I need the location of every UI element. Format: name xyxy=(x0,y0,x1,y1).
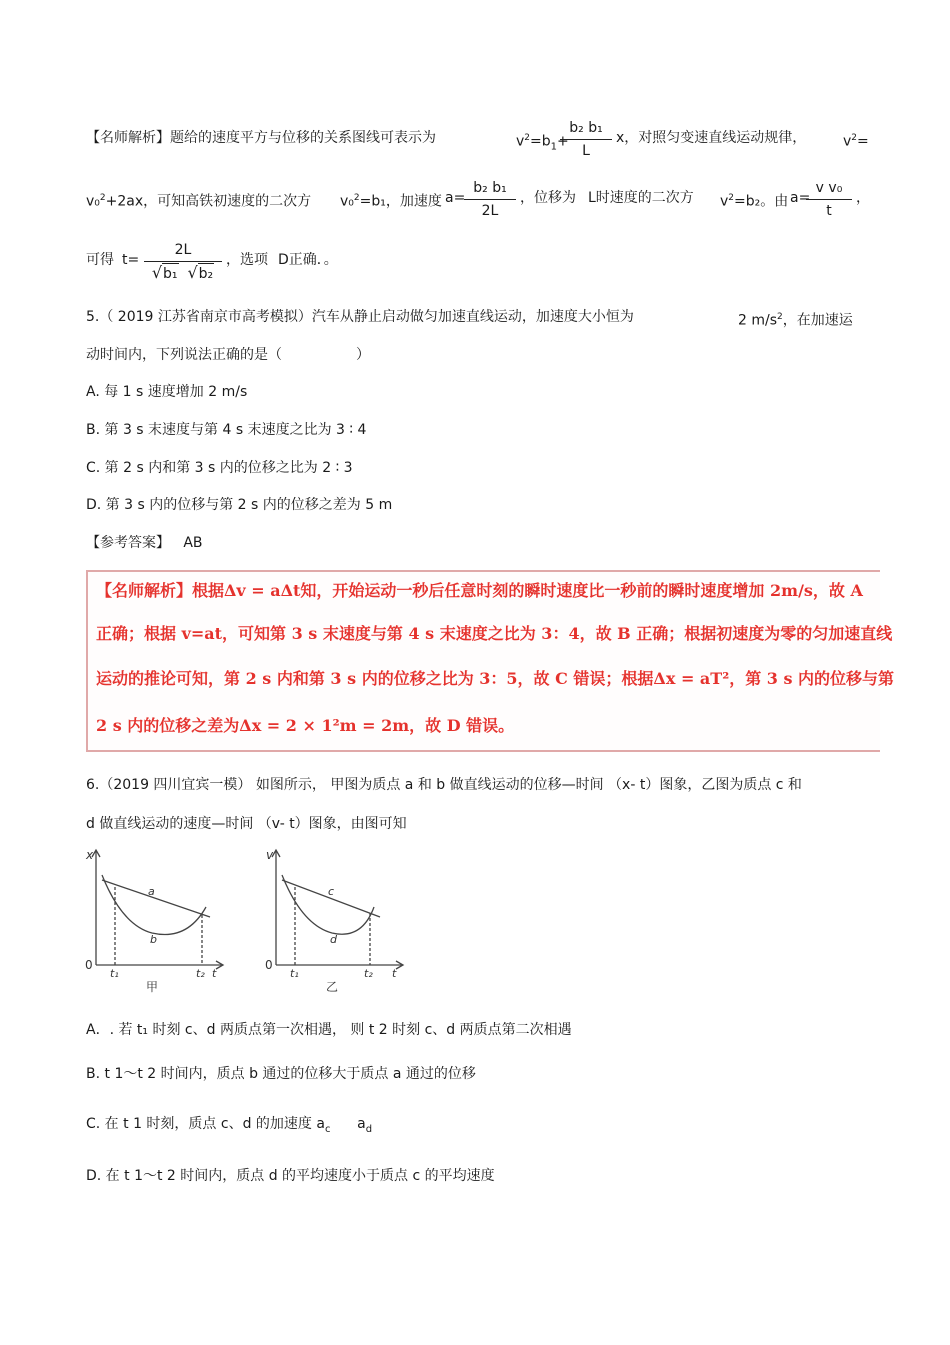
q5-answer: 【参考答案】 AB xyxy=(86,535,203,551)
fraction-v-v0-over-t: v v₀ t xyxy=(806,178,852,221)
fig2-origin-label: 0 xyxy=(265,958,273,972)
fig1-t2-label: t₂ xyxy=(196,967,205,980)
q5-option-a: A. 每 1 s 速度增加 2 m/s xyxy=(86,384,248,400)
q5-option-c: C. 第 2 s 内和第 3 s 内的位移之比为 2 ∶ 3 xyxy=(86,460,353,476)
analysis-line-1-after: x，对照匀变速直线运动规律， xyxy=(616,130,807,146)
fraction-b2-b1-over-L: b₂ b₁ L xyxy=(560,118,612,161)
q5-analysis-line-1: 【名师解析】根据Δv = aΔt知，开始运动一秒后任意时刻的瞬时速度比一秒前的瞬时速度增加 2m/s，故 A xyxy=(96,581,863,600)
q5-stem-line-2-end: ） xyxy=(356,347,370,363)
q6-stem-line-1: 6.（2019 四川宜宾一模） 如图所示， 甲图为质点 a 和 b 做直线运动的位移—时间 （x- t）图象，乙图为质点 c 和 xyxy=(86,777,802,793)
q6-option-b: B. t 1～t 2 时间内，质点 b 通过的位移大于质点 a 通过的位移 xyxy=(86,1066,476,1082)
analysis-line-1-end: $v^2=$ xyxy=(843,133,869,150)
fig2-curve-d-label: d xyxy=(330,933,337,946)
q5-stem-line-2: 动时间内，下列说法正确的是（ xyxy=(86,347,282,363)
fig2-y-label: v xyxy=(266,848,274,862)
fig2-line-c-label: c xyxy=(328,885,335,898)
analysis-text: 【名师解析】题给的速度平方与位移的关系图线可表示为 xyxy=(86,130,436,146)
analysis-line-2-d: a= xyxy=(445,190,466,206)
q5-option-b: B. 第 3 s 末速度与第 4 s 末速度之比为 3 ∶ 4 xyxy=(86,422,367,438)
analysis-line-2-j: ， xyxy=(856,190,870,206)
fig2-t2-label: t₂ xyxy=(364,967,373,980)
fig2-t-axis-label: t xyxy=(392,967,397,980)
q5-stem-line-1: 5.（ 2019 江苏省南京市高考模拟）汽车从静止启动做匀加速直线运动，加速度大小恒为 xyxy=(86,309,634,325)
q6-option-a: A．. 若 t₁ 时刻 c、d 两质点第一次相遇， 则 t 2 时刻 c、d 两质点第二次相遇 xyxy=(86,1022,572,1038)
analysis-line-2-e: ，位移为 xyxy=(520,190,576,206)
figure-yi xyxy=(262,845,412,995)
fig1-caption: 甲 xyxy=(146,980,159,994)
q5-analysis-line-2: 正确；根据 v=at，可知第 3 s 末速度与第 4 s 末速度之比为 3：4，故 B 正确；根据初速度为零的匀加速直线 xyxy=(96,624,893,643)
fig1-curve-b-label: b xyxy=(150,933,157,946)
formula-v2-b1: $v^2=b_1+$ xyxy=(516,133,569,153)
analysis-line-3-d: D正确．。 xyxy=(278,252,338,268)
q5-option-d: D. 第 3 s 内的位移与第 2 s 内的位移之差为 5 m xyxy=(86,497,393,513)
fig1-t1-label: t₁ xyxy=(110,967,119,980)
fraction-b2-b1-over-2L: b₂ b₁ 2L xyxy=(464,178,516,221)
q6-option-d: D. 在 t 1～t 2 时间内，质点 d 的平均速度小于质点 c 的平均速度 xyxy=(86,1168,495,1184)
q5-analysis-line-4: 2 s 内的位移之差为Δx = 2 × 1²m = 2m，故 D 错误。 xyxy=(96,716,515,735)
fig2-caption: 乙 xyxy=(326,980,339,994)
fig1-t-axis-label: t xyxy=(212,967,217,980)
fraction-2L-over-sqrt: 2L √b₁ √b₂ xyxy=(144,240,222,284)
fig2-t1-label: t₁ xyxy=(290,967,299,980)
analysis-line-2-i: a= xyxy=(790,190,811,206)
analysis-line-2-g: $v^2=b_2$。由 xyxy=(720,193,789,210)
analysis-line-2: v₀$^2$+2ax，可知高铁初速度的二次方 xyxy=(86,193,312,210)
analysis-line-2-f: L时速度的二次方 xyxy=(588,190,694,206)
analysis-line-3-c: ，选项 xyxy=(226,252,268,268)
fig1-line-a-label: a xyxy=(148,885,155,898)
q5-analysis-line-3: 运动的推论可知，第 2 s 内和第 3 s 内的位移之比为 3：5，故 C 错误；根据Δx = aT²，第 3 s 内的位移与第 xyxy=(96,669,895,688)
analysis-line-3: 可得 xyxy=(86,252,114,268)
fig1-y-label: x xyxy=(86,848,94,862)
analysis-line-2-b: v₀$^2$=b₁，加速度 xyxy=(340,193,442,210)
q6-stem-line-2: d 做直线运动的速度—时间 （v- t）图象，由图可知 xyxy=(86,816,407,832)
q6-option-c: C. 在 t 1 时刻，质点 c、d 的加速度 $a_c$ $a_d$ xyxy=(86,1116,373,1135)
figure-jia xyxy=(82,845,232,995)
q5-analysis-box xyxy=(86,570,895,752)
fig1-origin-label: 0 xyxy=(85,958,93,972)
analysis-line-3-t: t= xyxy=(122,252,140,268)
analysis-line-1 xyxy=(86,128,436,148)
q5-acceleration-value: 2 $m/s^2$，在加速运 xyxy=(738,312,853,329)
